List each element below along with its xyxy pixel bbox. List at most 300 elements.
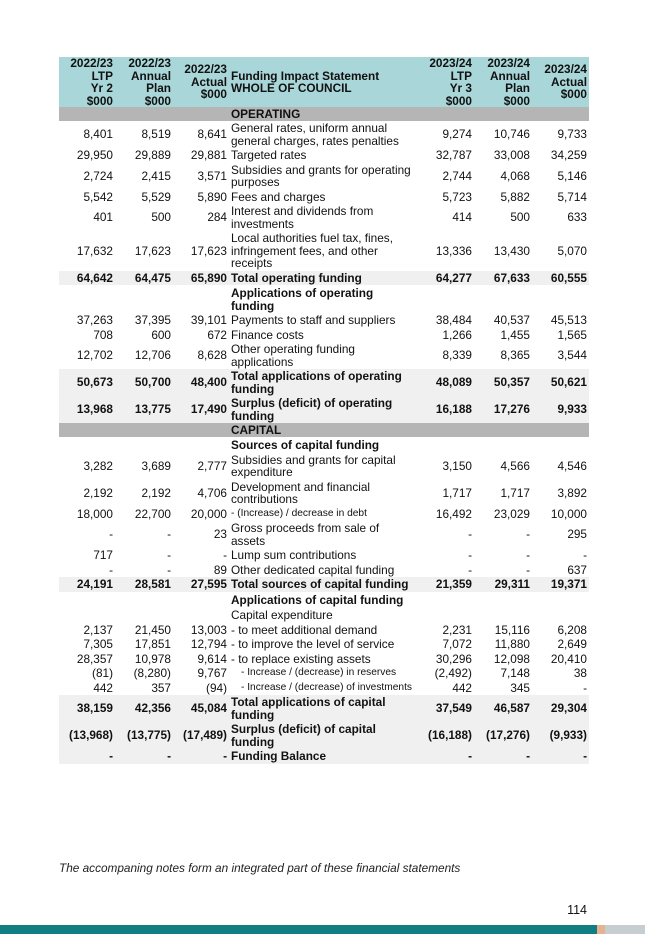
- value-cell: 2,231: [442, 622, 472, 637]
- empty-cell: [532, 592, 589, 608]
- row-label: Surplus (deficit) of operating funding: [229, 396, 417, 423]
- subheading-row: [59, 607, 589, 623]
- empty-cell: [115, 592, 173, 608]
- value-cell: 5,882: [500, 189, 530, 204]
- value-cell: 27,595: [173, 577, 229, 592]
- empty-cell: [532, 285, 589, 313]
- value-cell: 442: [93, 680, 113, 695]
- value-cell: 9,933: [532, 396, 589, 423]
- value-cell: 48,089: [417, 369, 474, 396]
- value-cell: 8,365: [500, 348, 530, 363]
- value-cell: -: [167, 562, 171, 577]
- value-cell: 29,311: [474, 577, 532, 592]
- value-cell: -: [526, 562, 530, 577]
- empty-cell: [474, 107, 532, 121]
- table-row: [59, 666, 589, 681]
- value-cell: 17,851: [134, 637, 171, 651]
- value-cell: 38,159: [59, 695, 115, 722]
- empty-cell: [417, 437, 474, 453]
- value-cell: 10,000: [550, 506, 587, 521]
- row-label: Payments to staff and suppliers: [231, 313, 396, 327]
- value-cell: 18,000: [76, 506, 113, 521]
- empty-cell: [417, 107, 474, 121]
- value-cell: 5,070: [557, 243, 587, 258]
- value-cell: 8,628: [197, 348, 227, 363]
- value-cell: 284: [207, 210, 227, 225]
- funding-impact-statement-table: [59, 57, 589, 764]
- empty-cell: [59, 285, 115, 313]
- value-cell: 2,724: [83, 168, 113, 183]
- value-cell: 11,880: [494, 637, 530, 651]
- header-title: [229, 57, 417, 107]
- row-label: Total operating funding: [229, 271, 417, 286]
- value-cell: 4,566: [500, 458, 530, 473]
- value-cell: 37,263: [76, 313, 113, 327]
- table-row: [59, 548, 589, 563]
- empty-cell: [173, 285, 229, 313]
- empty-cell: [474, 437, 532, 453]
- value-cell: 5,529: [141, 189, 171, 204]
- value-cell: 717: [93, 548, 113, 562]
- row-label: - to meet additional demand: [231, 622, 378, 637]
- value-cell: 64,642: [59, 271, 115, 286]
- footer-accent-orange: [597, 925, 605, 934]
- header-text: Annual: [131, 68, 171, 83]
- table-row: [59, 453, 589, 480]
- value-cell: 600: [151, 327, 171, 342]
- value-cell: 5,146: [557, 168, 587, 183]
- value-cell: 50,700: [115, 369, 173, 396]
- value-cell: 3,544: [557, 348, 587, 363]
- header-text: Yr 2: [90, 81, 113, 95]
- header-text: LTP: [91, 68, 113, 83]
- empty-cell: [173, 423, 229, 437]
- value-cell: 60,555: [532, 271, 589, 286]
- value-cell: (9,933): [532, 722, 589, 749]
- table-row: [59, 637, 589, 652]
- empty-cell: [59, 107, 115, 121]
- row-label: - Increase / (decrease) in reserves: [241, 667, 397, 678]
- value-cell: 17,623: [134, 243, 171, 258]
- value-cell: 45,513: [550, 313, 587, 327]
- header-text: Funding Impact Statement: [231, 68, 380, 83]
- empty-cell: [417, 423, 474, 437]
- value-cell: 89: [213, 562, 227, 577]
- row-label: Subsidies and grants for operating purposes: [231, 162, 411, 189]
- row-label: Development and financial contributions: [231, 479, 371, 506]
- table-row: [59, 328, 589, 343]
- section-label: CAPITAL: [229, 423, 417, 437]
- row-label: - Increase / (decrease) of investments: [241, 681, 412, 693]
- value-cell: 37,395: [134, 313, 171, 327]
- empty-cell: [173, 107, 229, 121]
- row-label: Funding Balance: [229, 749, 417, 764]
- footnote: The accompaning notes form an integrated part of these financial statements: [59, 861, 461, 875]
- row-label: Total applications of capital funding: [229, 695, 417, 722]
- table-row: [59, 623, 589, 638]
- value-cell: -: [59, 749, 115, 764]
- value-cell: 48,400: [173, 369, 229, 396]
- empty-cell: [173, 437, 229, 453]
- empty-cell: [59, 437, 115, 453]
- empty-cell: [474, 423, 532, 437]
- header-text: Yr 3: [449, 81, 472, 95]
- table-row: [59, 231, 589, 271]
- table-row: [59, 204, 589, 231]
- value-cell: 10,978: [134, 651, 171, 666]
- table-body: [59, 107, 589, 764]
- value-cell: 2,415: [141, 168, 171, 183]
- total-row: [59, 396, 589, 423]
- value-cell: 39,101: [190, 313, 227, 327]
- value-cell: 29,881: [190, 148, 227, 162]
- header-text: $000: [200, 87, 227, 102]
- value-cell: 357: [151, 680, 171, 695]
- value-cell: 9,274: [442, 127, 472, 142]
- value-cell: 6,208: [557, 622, 587, 637]
- table-row: [59, 342, 589, 369]
- empty-cell: [173, 607, 229, 623]
- value-cell: 414: [452, 210, 472, 225]
- value-cell: 8,641: [197, 127, 227, 142]
- value-cell: 12,706: [134, 348, 171, 363]
- value-cell: (17,276): [474, 722, 532, 749]
- value-cell: 65,890: [173, 271, 229, 286]
- value-cell: 23: [213, 527, 227, 542]
- header-text: 2023/24: [429, 56, 472, 70]
- value-cell: 9,733: [557, 127, 587, 142]
- header-col-2023-actual: [532, 57, 589, 107]
- header-col-2022-annual-plan: [115, 57, 173, 107]
- row-label: Applications of capital funding: [231, 592, 404, 607]
- value-cell: 38: [573, 666, 587, 680]
- value-cell: -: [173, 749, 229, 764]
- header-text: LTP: [450, 68, 472, 83]
- empty-cell: [115, 285, 173, 313]
- header-text: 2023/24: [544, 62, 587, 77]
- empty-cell: [115, 607, 173, 623]
- value-cell: 2,192: [83, 485, 113, 500]
- value-cell: 401: [93, 210, 113, 225]
- value-cell: 7,148: [500, 666, 530, 680]
- value-cell: 633: [567, 210, 587, 225]
- value-cell: 5,723: [442, 189, 472, 204]
- header-text: 2022/23: [128, 56, 171, 70]
- header-text: WHOLE OF COUNCIL: [231, 81, 352, 95]
- header-text: $000: [86, 93, 113, 108]
- row-label: - to replace existing assets: [231, 651, 371, 666]
- value-cell: 40,537: [493, 313, 530, 327]
- value-cell: -: [583, 548, 587, 562]
- value-cell: -: [468, 562, 472, 577]
- total-row: [59, 722, 589, 749]
- value-cell: 12,794: [190, 637, 227, 651]
- value-cell: 12,098: [493, 651, 530, 666]
- row-label: Sources of capital funding: [231, 438, 380, 452]
- section-header-row: [59, 423, 589, 437]
- value-cell: 2,777: [197, 458, 227, 473]
- empty-cell: [59, 607, 115, 623]
- total-row: [59, 749, 589, 764]
- header-text: $000: [445, 93, 472, 108]
- value-cell: 67,633: [474, 271, 532, 286]
- value-cell: 708: [93, 327, 113, 342]
- section-header-row: [59, 107, 589, 121]
- value-cell: 29,889: [134, 148, 171, 162]
- value-cell: 38,484: [435, 313, 472, 327]
- value-cell: 16,492: [435, 506, 472, 521]
- table-row: [59, 521, 589, 548]
- value-cell: 24,191: [59, 577, 115, 592]
- value-cell: 4,706: [197, 485, 227, 500]
- header-row: [59, 57, 589, 107]
- value-cell: 28,357: [76, 651, 113, 666]
- value-cell: 345: [510, 680, 530, 695]
- value-cell: (94): [206, 680, 227, 695]
- value-cell: 45,084: [173, 695, 229, 722]
- empty-cell: [532, 607, 589, 623]
- subheading-row: [59, 592, 589, 608]
- value-cell: 50,621: [532, 369, 589, 396]
- value-cell: 10,746: [493, 127, 530, 142]
- empty-cell: [532, 107, 589, 121]
- value-cell: 23,029: [493, 506, 530, 521]
- value-cell: -: [109, 562, 113, 577]
- value-cell: -: [583, 680, 587, 695]
- value-cell: 17,490: [173, 396, 229, 423]
- value-cell: 442: [452, 680, 472, 695]
- value-cell: (2,492): [434, 666, 472, 680]
- value-cell: -: [474, 749, 532, 764]
- value-cell: 500: [151, 210, 171, 225]
- value-cell: -: [109, 527, 113, 542]
- value-cell: 50,673: [59, 369, 115, 396]
- value-cell: 17,632: [76, 243, 113, 258]
- value-cell: -: [223, 548, 227, 562]
- value-cell: 7,072: [442, 637, 472, 651]
- value-cell: (81): [92, 666, 113, 680]
- value-cell: 3,689: [141, 458, 171, 473]
- value-cell: 672: [207, 327, 227, 342]
- value-cell: 1,717: [442, 485, 472, 500]
- value-cell: -: [468, 527, 472, 542]
- value-cell: 2,192: [141, 485, 171, 500]
- value-cell: 1,565: [557, 327, 587, 342]
- header-col-2022-actual: [173, 57, 229, 107]
- value-cell: (8,280): [133, 666, 171, 680]
- value-cell: 1,455: [500, 327, 530, 342]
- empty-cell: [474, 285, 532, 313]
- total-row: [59, 369, 589, 396]
- header-col-2023-ltp: [417, 57, 474, 107]
- value-cell: (17,489): [173, 722, 229, 749]
- row-label: Interest and dividends from investments: [231, 204, 374, 231]
- empty-cell: [532, 423, 589, 437]
- value-cell: 34,259: [550, 148, 587, 162]
- header-text: 2022/23: [184, 62, 227, 77]
- value-cell: 12,702: [76, 348, 113, 363]
- empty-cell: [417, 285, 474, 313]
- header-text: $000: [560, 87, 587, 102]
- value-cell: 9,767: [197, 666, 227, 680]
- value-cell: 20,410: [550, 651, 587, 666]
- value-cell: 3,892: [557, 485, 587, 500]
- value-cell: 37,549: [417, 695, 474, 722]
- value-cell: 50,357: [474, 369, 532, 396]
- empty-cell: [115, 107, 173, 121]
- value-cell: 500: [510, 210, 530, 225]
- header-col-2022-ltp: [59, 57, 115, 107]
- value-cell: 4,068: [500, 168, 530, 183]
- header-text: Plan: [505, 81, 530, 95]
- value-cell: -: [532, 749, 589, 764]
- value-cell: 29,950: [76, 148, 113, 162]
- table-row: [59, 507, 589, 522]
- row-label: Local authorities fuel tax, fines, infringement fees, and other receipts: [231, 231, 393, 270]
- value-cell: 5,714: [557, 189, 587, 204]
- value-cell: 3,282: [83, 458, 113, 473]
- header-text: 2023/24: [487, 56, 530, 70]
- total-row: [59, 695, 589, 722]
- row-label: General rates, uniform annual general charges, rates penalties: [231, 121, 399, 148]
- value-cell: 32,787: [435, 148, 472, 162]
- value-cell: 13,968: [59, 396, 115, 423]
- row-label: Subsidies and grants for capital expenditure: [231, 452, 396, 479]
- value-cell: 1,266: [442, 327, 472, 342]
- value-cell: 16,188: [417, 396, 474, 423]
- value-cell: 17,623: [190, 243, 227, 258]
- value-cell: 4,546: [557, 458, 587, 473]
- subheading-row: [59, 285, 589, 313]
- empty-cell: [173, 592, 229, 608]
- table-row: [59, 652, 589, 667]
- value-cell: 637: [567, 562, 587, 577]
- value-cell: 19,371: [532, 577, 589, 592]
- value-cell: 42,356: [115, 695, 173, 722]
- table-row: [59, 148, 589, 163]
- header-text: Annual: [490, 68, 530, 83]
- value-cell: 46,587: [474, 695, 532, 722]
- table-row: [59, 121, 589, 148]
- empty-cell: [417, 592, 474, 608]
- footer-bar: [0, 925, 645, 934]
- value-cell: 13,775: [115, 396, 173, 423]
- value-cell: 33,008: [493, 148, 530, 162]
- empty-cell: [417, 607, 474, 623]
- row-label: Lump sum contributions: [231, 548, 357, 562]
- value-cell: 3,571: [197, 168, 227, 183]
- value-cell: 28,581: [115, 577, 173, 592]
- value-cell: (13,775): [115, 722, 173, 749]
- total-row: [59, 271, 589, 286]
- empty-cell: [115, 437, 173, 453]
- value-cell: 20,000: [190, 506, 227, 521]
- value-cell: (13,968): [59, 722, 115, 749]
- row-label: Surplus (deficit) of capital funding: [229, 722, 417, 749]
- value-cell: -: [526, 527, 530, 542]
- header-col-2023-annual-plan: [474, 57, 532, 107]
- value-cell: -: [167, 548, 171, 562]
- value-cell: 64,475: [115, 271, 173, 286]
- table-row: [59, 480, 589, 507]
- value-cell: 295: [567, 527, 587, 542]
- header-text: 2022/23: [70, 56, 113, 70]
- value-cell: 2,744: [442, 168, 472, 183]
- row-label: Targeted rates: [231, 148, 307, 162]
- empty-cell: [474, 607, 532, 623]
- row-label: Applications of operating funding: [231, 286, 374, 313]
- value-cell: 5,890: [197, 189, 227, 204]
- value-cell: 8,401: [83, 127, 113, 142]
- value-cell: 17,276: [474, 396, 532, 423]
- value-cell: 22,700: [134, 506, 171, 521]
- value-cell: 64,277: [417, 271, 474, 286]
- table-row: [59, 313, 589, 328]
- value-cell: 8,519: [141, 127, 171, 142]
- header-text: Actual: [550, 74, 587, 89]
- value-cell: -: [526, 548, 530, 562]
- table-row: [59, 563, 589, 578]
- header-text: Actual: [190, 74, 227, 89]
- value-cell: 5,542: [83, 189, 113, 204]
- value-cell: (16,188): [417, 722, 474, 749]
- value-cell: 2,649: [557, 637, 587, 651]
- value-cell: -: [115, 749, 173, 764]
- value-cell: 9,614: [197, 651, 227, 666]
- value-cell: 13,336: [435, 243, 472, 258]
- value-cell: 7,305: [83, 637, 113, 651]
- section-label: OPERATING: [229, 107, 417, 121]
- row-label: Other dedicated capital funding: [231, 562, 395, 577]
- empty-cell: [115, 423, 173, 437]
- empty-cell: [59, 592, 115, 608]
- value-cell: -: [468, 548, 472, 562]
- value-cell: -: [167, 527, 171, 542]
- value-cell: 1,717: [500, 485, 530, 500]
- value-cell: 3,150: [442, 458, 472, 473]
- header-text: Plan: [146, 81, 171, 95]
- row-label: Gross proceeds from sale of assets: [231, 521, 380, 548]
- value-cell: 13,430: [493, 243, 530, 258]
- empty-cell: [59, 423, 115, 437]
- row-label: Finance costs: [231, 327, 304, 342]
- table-row: [59, 163, 589, 190]
- header-text: $000: [144, 93, 171, 108]
- value-cell: -: [417, 749, 474, 764]
- row-label: - (Increase) / decrease in debt: [231, 507, 367, 519]
- row-label: Total applications of operating funding: [229, 369, 417, 396]
- empty-cell: [532, 437, 589, 453]
- page-number: 114: [567, 903, 587, 917]
- row-label: Fees and charges: [231, 189, 326, 204]
- value-cell: 15,116: [494, 622, 530, 637]
- value-cell: 29,304: [532, 695, 589, 722]
- empty-cell: [474, 592, 532, 608]
- value-cell: 13,003: [190, 622, 227, 637]
- value-cell: 21,450: [134, 622, 171, 637]
- header-text: $000: [503, 93, 530, 108]
- value-cell: 30,296: [435, 651, 472, 666]
- table-row: [59, 190, 589, 205]
- table-row: [59, 681, 589, 696]
- row-label: - to improve the level of service: [231, 637, 395, 651]
- row-label: Capital expenditure: [231, 608, 333, 622]
- value-cell: 21,359: [417, 577, 474, 592]
- row-label: Total sources of capital funding: [229, 577, 417, 592]
- subheading-row: [59, 437, 589, 453]
- value-cell: 8,339: [442, 348, 472, 363]
- footer-accent-grey: [605, 925, 645, 934]
